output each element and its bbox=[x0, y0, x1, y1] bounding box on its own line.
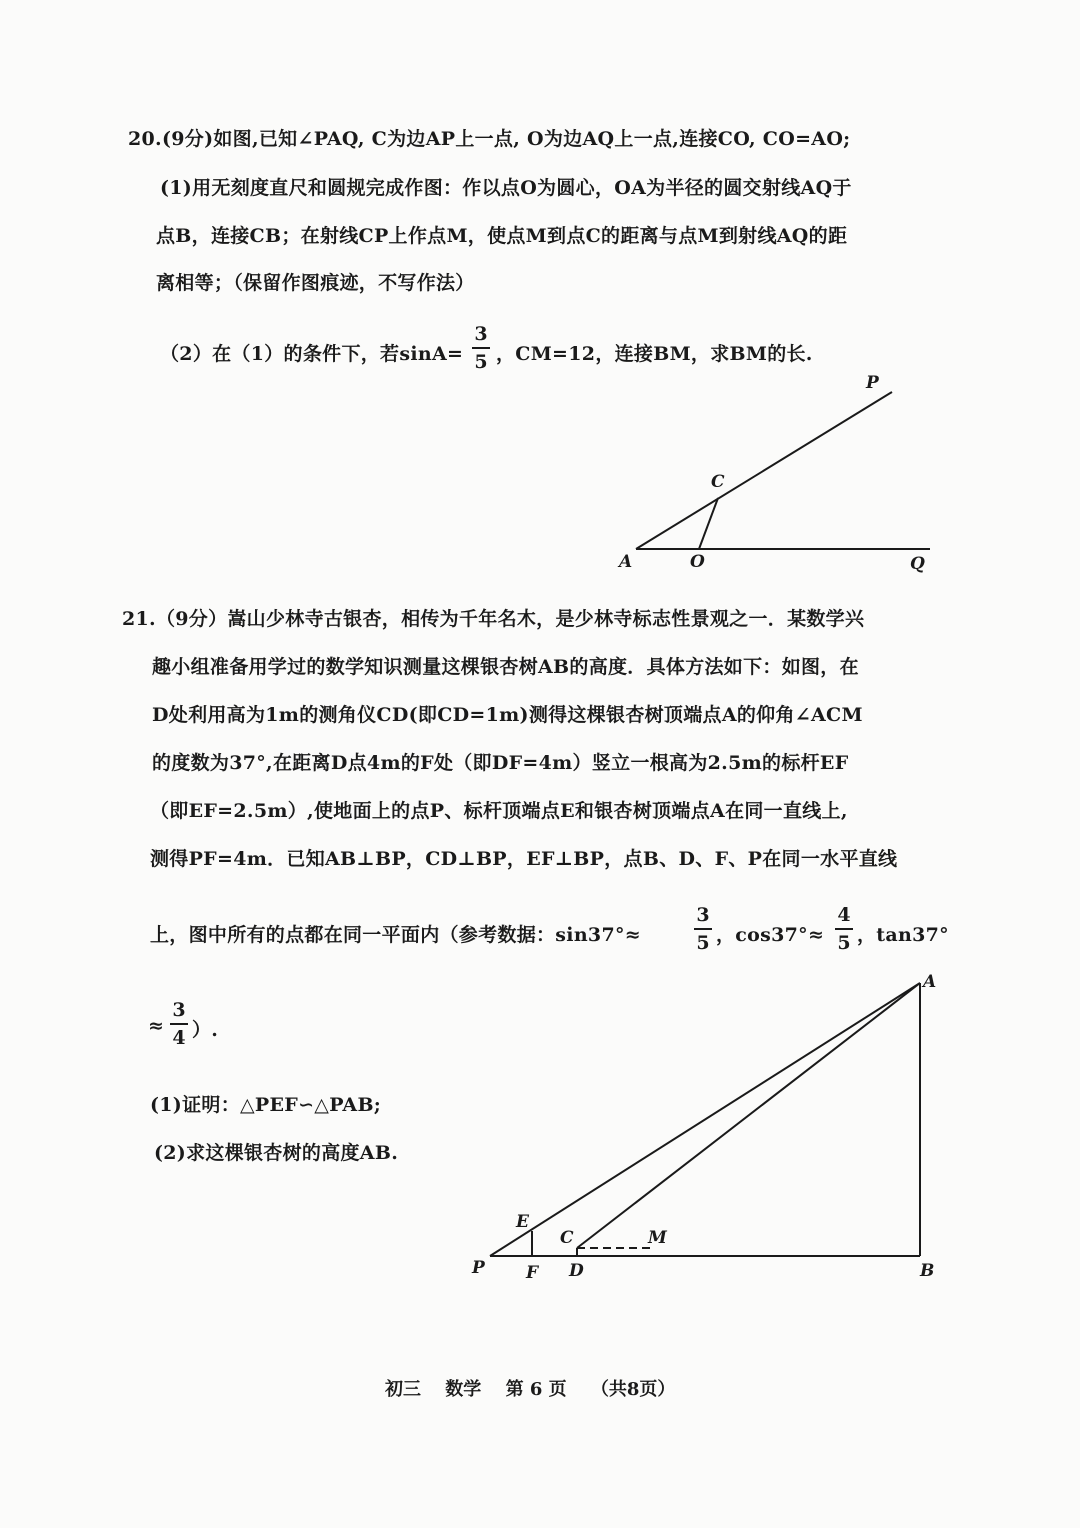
label-m: M bbox=[648, 1228, 667, 1248]
fraction-numerator: 3 bbox=[172, 999, 186, 1021]
label-c: C bbox=[560, 1228, 574, 1248]
footer-page: 第 6 页 bbox=[505, 1379, 567, 1400]
q21-line8-post: ）. bbox=[192, 1019, 219, 1041]
q21-line8-pre: ≈ bbox=[148, 1015, 165, 1037]
sight-line-ca bbox=[577, 983, 920, 1248]
fraction-numerator: 3 bbox=[474, 323, 488, 345]
label-p: P bbox=[866, 373, 879, 393]
q20-line5-post: ，CM=12，连接BM，求BM的长. bbox=[496, 343, 813, 365]
label-c: C bbox=[711, 472, 725, 492]
q21-line2: 趣小组准备用学过的数学知识测量这棵银杏树AB的高度．具体方法如下：如图，在 bbox=[152, 656, 859, 678]
q21-line7-a: 上，图中所有的点都在同一平面内（参考数据：sin37°≈ bbox=[150, 924, 641, 946]
label-q: Q bbox=[910, 554, 925, 574]
fraction-numerator: 3 bbox=[696, 904, 710, 926]
q21-line3: D处利用高为1m的测角仪CD(即CD=1m)测得这棵银杏树顶端点A的仰角∠ACM bbox=[152, 704, 863, 726]
footer-grade: 初三 bbox=[385, 1379, 421, 1400]
label-p: P bbox=[472, 1258, 485, 1278]
sight-line-pa bbox=[490, 983, 920, 1256]
q21-line7-b: ，cos37°≈ bbox=[716, 924, 825, 946]
label-a: A bbox=[923, 972, 937, 992]
fraction-denominator: 5 bbox=[837, 932, 851, 954]
label-o: O bbox=[690, 552, 705, 572]
label-f: F bbox=[526, 1263, 539, 1283]
fraction-denominator: 4 bbox=[172, 1027, 186, 1049]
q21-line5: （即EF=2.5m）,使地面上的点P、标杆顶端点E和银杏树顶端点A在同一直线上, bbox=[150, 800, 848, 822]
q21-line1: 21.（9分）嵩山少林寺古银杏，相传为千年名木，是少林寺标志性景观之一．某数学兴 bbox=[122, 608, 865, 630]
q20-line2: (1)用无刻度直尺和圆规完成作图：作以点O为圆心，OA为半径的圆交射线AQ于 bbox=[160, 177, 852, 199]
label-b: B bbox=[920, 1261, 935, 1281]
q20-line3: 点B，连接CB；在射线CP上作点M，使点M到点C的距离与点M到射线AQ的距 bbox=[156, 225, 848, 247]
label-a: A bbox=[619, 552, 633, 572]
q21-part1: (1)证明：△PEF∽△PAB; bbox=[150, 1094, 382, 1116]
q21-line6: 测得PF=4m．已知AB⊥BP，CD⊥BP，EF⊥BP，点B、D、F、P在同一水平直线 bbox=[150, 848, 898, 870]
q21-line7-c: ，tan37° bbox=[857, 924, 949, 946]
fraction-denominator: 5 bbox=[474, 351, 488, 373]
label-e: E bbox=[516, 1212, 529, 1232]
q21-line4: 的度数为37°,在距离D点4m的F处（即DF=4m）竖立一根高为2.5m的标杆EF bbox=[152, 752, 849, 774]
footer-total: （共8页） bbox=[590, 1379, 676, 1400]
label-d: D bbox=[569, 1261, 584, 1281]
fraction-denominator: 5 bbox=[696, 932, 710, 954]
q20-line1: 20.(9分)如图,已知∠PAQ, C为边AP上一点, O为边AQ上一点,连接CO, CO=AO; bbox=[128, 128, 851, 150]
fraction-numerator: 4 bbox=[837, 904, 851, 926]
q20-line5-pre: （2）在（1）的条件下，若sinA= bbox=[160, 343, 464, 365]
footer-subject: 数学 bbox=[445, 1379, 482, 1400]
q21-part2: (2)求这棵银杏树的高度AB. bbox=[154, 1142, 399, 1164]
q20-line4: 离相等；（保留作图痕迹，不写作法） bbox=[156, 272, 475, 294]
page-footer bbox=[385, 1375, 693, 1401]
